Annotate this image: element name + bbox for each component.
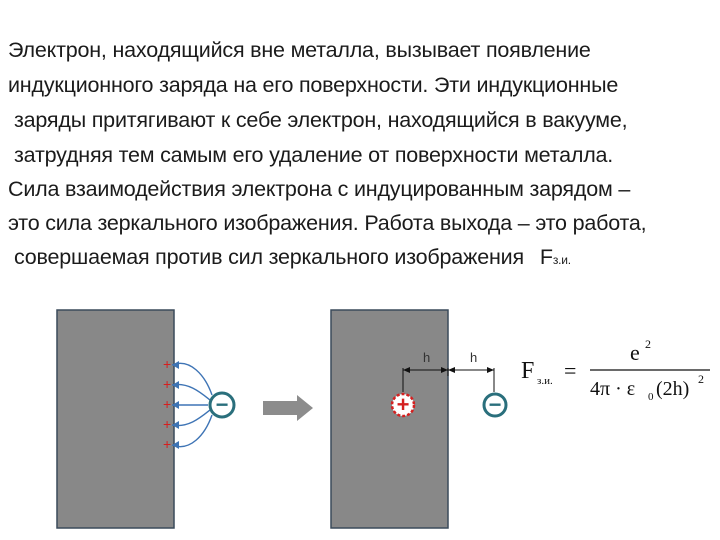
formula-equals: = <box>564 358 577 383</box>
metal-block-left <box>57 310 174 528</box>
paragraph-line-2: индукционного заряда на его поверхности. Эти индукционные <box>8 73 619 97</box>
distance-label-1: h <box>423 350 431 365</box>
distance-label-2: h <box>470 350 478 365</box>
formula-numerator-exponent: 2 <box>645 337 651 351</box>
paragraph-line-6: это сила зеркального изображения. Работа выхода – это работа, <box>8 211 647 235</box>
image-charge-sign: + <box>396 392 410 417</box>
paragraph-line-5: Сила взаимодействия электрона с индуцированным зарядом – <box>8 177 631 201</box>
surface-charge-4: + <box>163 416 172 432</box>
image-charge-figure <box>0 290 720 540</box>
formula-denominator-a: 4π · ε <box>590 378 636 400</box>
surface-charge-3: + <box>163 396 172 412</box>
formula-numerator: e <box>630 340 640 365</box>
paragraph-line-7-text: совершаемая против сил зеркального изображения <box>14 245 524 269</box>
force-symbol: F <box>539 245 553 269</box>
force-subscript: з.и. <box>552 253 571 267</box>
surface-charge-1: + <box>163 356 172 372</box>
paragraph-line-1: Электрон, находящийся вне металла, вызывает появление <box>8 38 591 62</box>
paragraph-line-4: затрудняя тем самым его удаление от поверхности металла. <box>14 143 614 167</box>
formula-lhs-subscript: з.и. <box>537 375 553 387</box>
paragraph-line-3: заряды притягивают к себе электрон, находящийся в вакууме, <box>14 108 628 132</box>
formula-denominator-exponent: 2 <box>698 372 704 386</box>
surface-charge-5: + <box>163 436 172 452</box>
electron-left-sign: − <box>215 392 229 417</box>
image-force-formula <box>521 337 710 403</box>
formula-lhs: F <box>521 358 535 384</box>
paragraph-line-7 <box>14 245 571 270</box>
metal-block-right <box>331 310 448 528</box>
formula-denominator-subscript: 0 <box>648 391 654 403</box>
electron-right-sign: − <box>488 392 502 417</box>
surface-charges <box>163 356 171 452</box>
formula-denominator-b: (2h) <box>656 378 690 400</box>
surface-charge-2: + <box>163 376 172 392</box>
transition-arrow <box>263 395 313 421</box>
